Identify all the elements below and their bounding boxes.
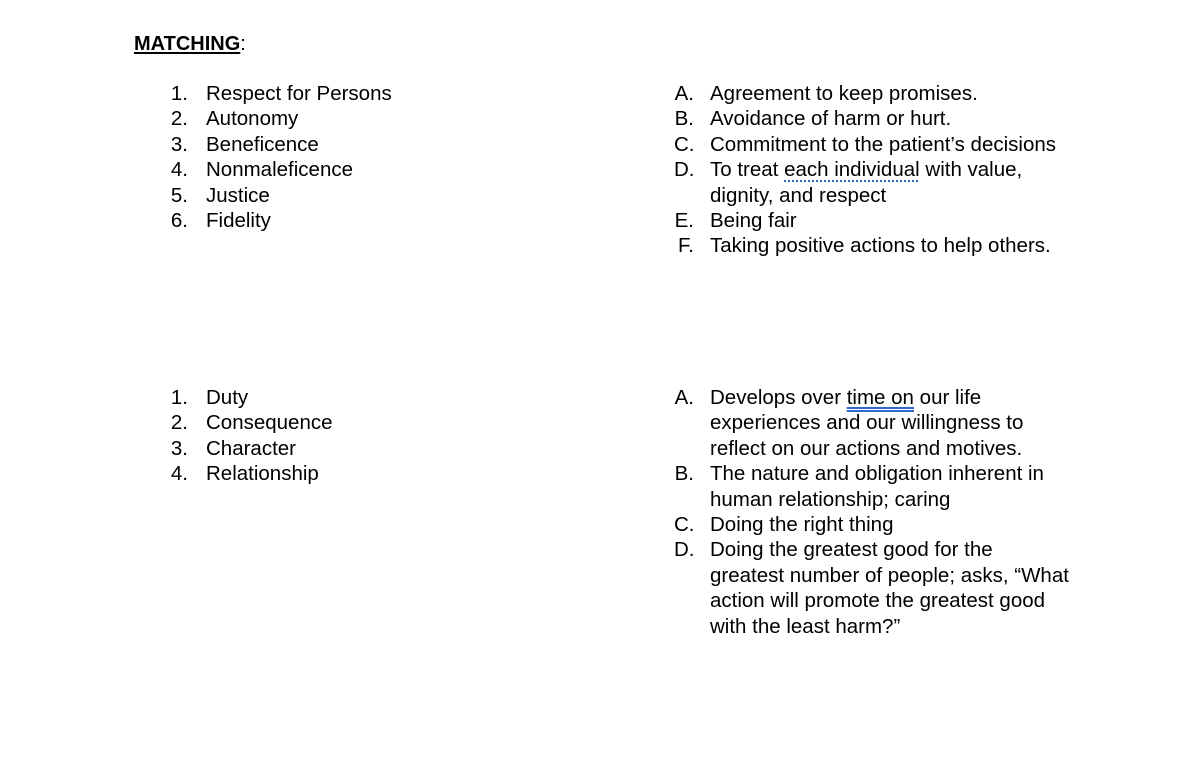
list-item xyxy=(170,461,333,486)
terms-list-set-1 xyxy=(170,81,392,233)
term-text: Beneficence xyxy=(206,132,319,156)
list-item xyxy=(170,208,392,233)
term-text: Autonomy xyxy=(206,107,299,131)
item-letter: A. xyxy=(674,386,694,409)
definitions-list-set-1 xyxy=(674,81,1078,259)
terms-list-set-2 xyxy=(170,385,333,487)
definition-text: Avoidance of harm or hurt. xyxy=(710,107,952,131)
definition-text-part: To treat xyxy=(710,158,785,182)
item-number: 2. xyxy=(170,107,188,131)
list-item xyxy=(170,410,333,435)
heading-colon: : xyxy=(240,33,246,55)
definition-text-part: with value, dignity, and respect xyxy=(710,158,1023,207)
definition-text: The nature and obligation inherent in human relationship; caring xyxy=(710,462,1044,511)
item-letter: C. xyxy=(674,132,695,156)
definition-text: Doing the greatest good for the greatest number of people; asks, “What action will promote the greatest good with the least harm?” xyxy=(710,538,1069,638)
list-item xyxy=(170,436,333,461)
definition-text-part: Develops over xyxy=(710,386,847,409)
item-letter: B. xyxy=(674,462,694,486)
list-item xyxy=(674,81,1078,106)
item-letter: F. xyxy=(678,234,694,258)
list-item xyxy=(674,132,1078,157)
definition-text: Commitment to the patient’s decisions xyxy=(710,132,1057,156)
page-heading xyxy=(134,32,246,56)
item-number: 3. xyxy=(170,436,188,460)
term-text: Nonmaleficence xyxy=(206,158,353,182)
item-number: 6. xyxy=(170,209,188,233)
term-text: Fidelity xyxy=(206,209,271,233)
list-item xyxy=(170,183,392,208)
grammar-flagged-phrase[interactable]: time on xyxy=(846,386,914,409)
term-text: Relationship xyxy=(206,462,319,486)
definitions-list-set-2 xyxy=(674,385,1072,639)
list-item xyxy=(674,537,1072,639)
item-letter: D. xyxy=(674,158,695,182)
term-text: Consequence xyxy=(206,411,333,435)
item-letter: D. xyxy=(674,538,695,562)
list-item xyxy=(674,157,1078,208)
term-text: Duty xyxy=(206,386,249,409)
definition-text xyxy=(710,385,1072,461)
term-text: Justice xyxy=(206,183,270,207)
list-item xyxy=(170,106,392,131)
list-item xyxy=(674,208,1078,233)
definition-text: Doing the right thing xyxy=(710,513,894,537)
definition-text xyxy=(710,157,1078,208)
term-text: Character xyxy=(206,436,297,460)
item-letter: C. xyxy=(674,513,695,537)
grammar-flagged-phrase[interactable]: each individual xyxy=(784,158,920,182)
list-item xyxy=(170,132,392,157)
item-number: 3. xyxy=(170,132,188,156)
list-item xyxy=(674,233,1078,258)
list-item xyxy=(170,81,392,106)
term-text: Respect for Persons xyxy=(206,82,392,105)
item-number: 1. xyxy=(170,82,188,105)
list-item xyxy=(674,385,1072,461)
item-letter: E. xyxy=(674,209,694,233)
item-letter: B. xyxy=(674,107,694,131)
item-number: 2. xyxy=(170,411,188,435)
item-number: 5. xyxy=(170,183,188,207)
list-item xyxy=(170,385,333,410)
definition-text-part: our life experiences and our willingness to reflect on our actions and motives. xyxy=(710,386,1024,460)
list-item xyxy=(170,157,392,182)
definition-text: Taking positive actions to help others. xyxy=(710,234,1051,258)
item-letter: A. xyxy=(674,82,694,105)
list-item xyxy=(674,106,1078,131)
item-number: 4. xyxy=(170,158,188,182)
list-item xyxy=(674,512,1072,537)
definition-text: Being fair xyxy=(710,209,797,233)
list-item xyxy=(674,461,1072,512)
definition-text: Agreement to keep promises. xyxy=(710,82,978,105)
item-number: 4. xyxy=(170,462,188,486)
item-number: 1. xyxy=(170,386,188,409)
heading-word: MATCHING xyxy=(134,33,241,55)
